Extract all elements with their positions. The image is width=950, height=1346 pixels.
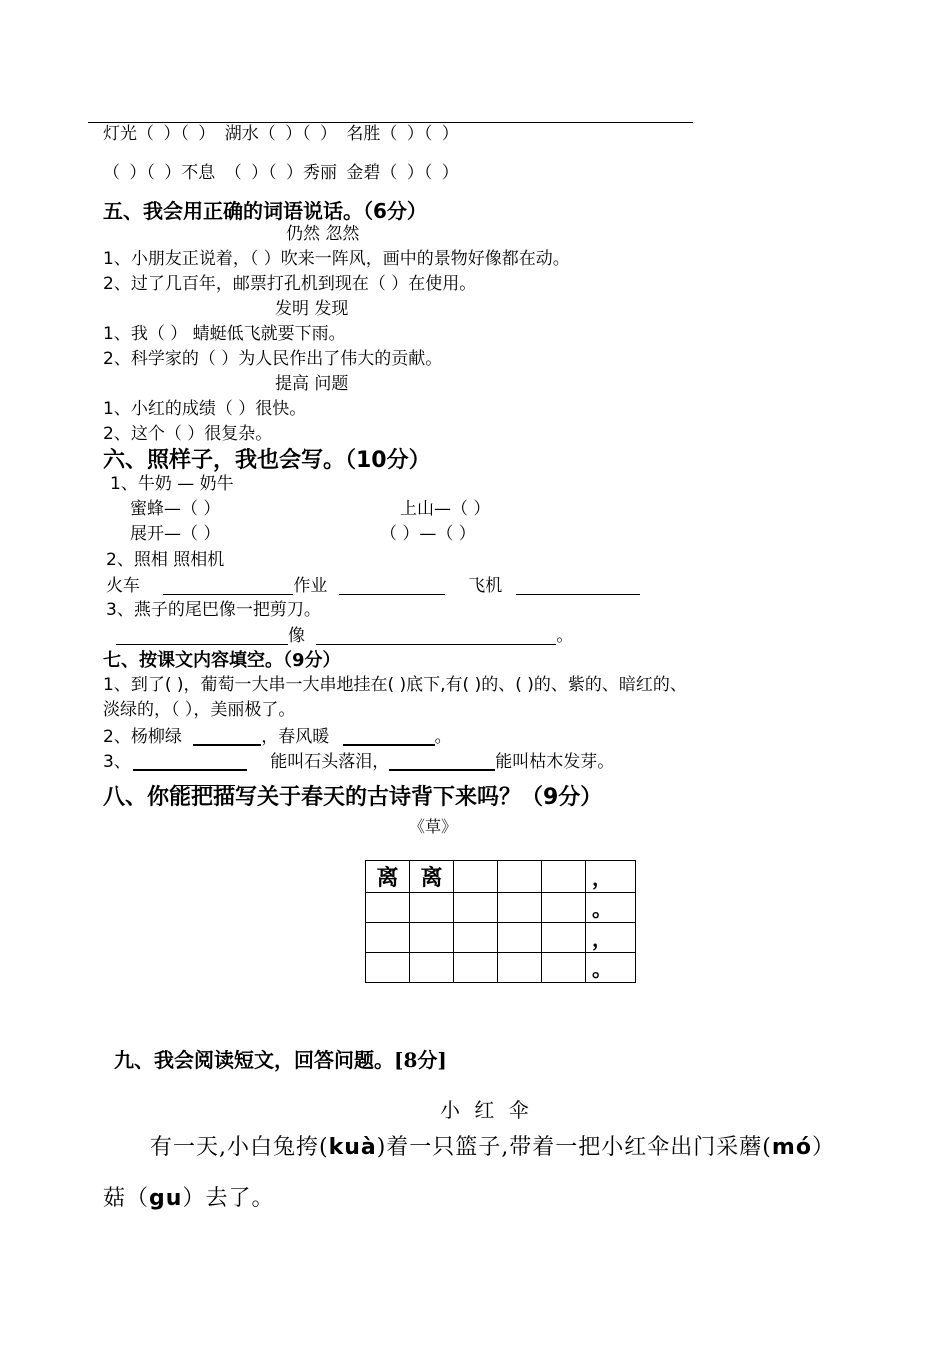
poem-punct-cell: ， [586, 861, 636, 893]
poem-cell[interactable] [542, 923, 586, 953]
word-fill-row-1: 灯光（ ）（ ） 湖水（ ）（ ） 名胜（ ）（ ） [103, 124, 459, 144]
poem-cell[interactable] [454, 953, 498, 983]
s6-blank-2[interactable] [339, 577, 445, 595]
poem-cell[interactable] [454, 893, 498, 923]
s6-word-1: 火车 [106, 576, 140, 596]
s7-blank-1[interactable] [193, 727, 261, 746]
story-paragraph-line-2 [103, 1188, 274, 1210]
s7-blank-2[interactable] [343, 727, 435, 746]
s5-sentence-2-1: 1、我（ ） 蜻蜓低飞就要下雨。 [103, 324, 346, 344]
poem-cell[interactable] [366, 893, 410, 923]
s7-line-3 [103, 727, 452, 746]
poem-row [366, 953, 636, 983]
s5-word-choices-2: 发明 发现 [275, 299, 349, 319]
story-text: ） [811, 1135, 835, 1160]
story-text: 菇（ [103, 1186, 150, 1211]
s6-item-a1: 蜜蜂—（ ） [130, 499, 221, 519]
s6-simile-row [116, 627, 573, 645]
pinyin-mo: mó [771, 1135, 812, 1160]
section-5-title: 五、我会用正确的词语说话。（6分） [103, 199, 427, 223]
section-6-title: 六、照样子，我也会写。（10分） [103, 448, 431, 473]
poem-punct-cell: 。 [586, 893, 636, 923]
poem-row [366, 893, 636, 923]
s7-line-4 [103, 752, 614, 771]
pinyin-gu: gu [149, 1186, 183, 1211]
s6-word-row [106, 577, 640, 595]
s6-blank-3[interactable] [516, 577, 640, 595]
poem-cell[interactable] [410, 893, 454, 923]
story-title: 小 红 伞 [440, 1098, 533, 1122]
s6-example-3: 3、燕子的尾巴像一把剪刀。 [106, 600, 321, 620]
pinyin-kua: kuà [328, 1135, 377, 1160]
poem-cell[interactable] [498, 953, 542, 983]
s7-blank-3[interactable] [133, 752, 247, 771]
s6-xiang: 像 [288, 626, 305, 646]
s5-word-choices-1: 仍然 忽然 [286, 224, 360, 244]
s7-line-4-a: 3、 [103, 752, 131, 772]
poem-punct-cell: ， [586, 923, 636, 953]
poem-grid [365, 860, 636, 983]
poem-cell[interactable]: 离 [410, 861, 454, 893]
s5-sentence-3-2: 2、这个（ ）很复杂。 [103, 424, 273, 444]
s6-example-1: 1、牛奶 — 奶牛 [110, 474, 234, 494]
s7-line-2: 淡绿的，（ ），美丽极了。 [103, 700, 296, 720]
poem-cell[interactable] [410, 923, 454, 953]
s5-word-choices-3: 提高 问题 [275, 374, 349, 394]
s6-word-2: 作业 [293, 576, 328, 596]
s6-blank-1[interactable] [163, 577, 293, 595]
poem-row [366, 923, 636, 953]
story-text: )着一只篮子,带着一把小红伞出门采蘑( [376, 1135, 772, 1160]
s7-line-4-c: 能叫枯木发芽。 [495, 752, 615, 772]
s5-sentence-1-1: 1、小朋友正说着，（ ）吹来一阵风，画中的景物好像都在动。 [103, 249, 570, 269]
section-8-title: 八、你能把描写关于春天的古诗背下来吗？（9分） [103, 785, 603, 810]
poem-cell[interactable] [498, 861, 542, 893]
s7-blank-4[interactable] [389, 752, 495, 771]
poem-cell[interactable] [366, 953, 410, 983]
s6-item-a2: 上山—（ ） [400, 499, 491, 519]
story-text: 有一天,小白兔挎( [150, 1135, 329, 1160]
s6-simile-blank-1[interactable] [116, 627, 288, 645]
s7-line-3-c: 。 [434, 727, 452, 747]
s5-sentence-3-1: 1、小红的成绩（ ）很快。 [103, 399, 307, 419]
s6-example-2: 2、照相 照相机 [106, 550, 225, 570]
s7-line-3-a: 2、杨柳绿 [103, 727, 182, 747]
story-text: ）去了。 [182, 1186, 275, 1211]
poem-row [366, 861, 636, 893]
s5-sentence-2-2: 2、科学家的（ ）为人民作出了伟大的贡献。 [103, 349, 443, 369]
top-rule [88, 122, 693, 123]
s6-item-b2: （ ）—（ ） [380, 524, 476, 544]
s6-word-3: 飞机 [468, 576, 503, 596]
s7-line-3-b: ，春风暖 [261, 727, 330, 747]
story-paragraph-line-1 [150, 1137, 835, 1159]
s7-line-1: 1、到了( )，葡萄一大串一大串地挂在( )底下,有( )的、( )的、紫的、暗红的、 [103, 675, 687, 695]
poem-cell[interactable] [542, 861, 586, 893]
poem-cell[interactable] [542, 953, 586, 983]
section-7-title: 七、按课文内容填空。（9分） [103, 650, 341, 671]
poem-cell[interactable] [454, 861, 498, 893]
s6-simile-blank-2[interactable] [316, 627, 556, 645]
poem-cell[interactable] [542, 893, 586, 923]
poem-cell[interactable] [366, 923, 410, 953]
s6-period: 。 [556, 626, 574, 646]
poem-cell[interactable] [410, 953, 454, 983]
poem-cell[interactable]: 离 [366, 861, 410, 893]
s6-item-b1: 展开—（ ） [130, 524, 221, 544]
poem-title: 《草》 [409, 817, 458, 836]
poem-punct-cell: 。 [586, 953, 636, 983]
s7-line-4-b: 能叫石头落泪， [270, 752, 390, 772]
poem-cell[interactable] [454, 923, 498, 953]
poem-cell[interactable] [498, 893, 542, 923]
section-9-title: 九、我会阅读短文，回答问题。[8分] [114, 1048, 447, 1072]
word-fill-row-2: （ ）（ ）不息 （ ）（ ）秀丽 金碧（ ）（ ） [103, 163, 459, 183]
s5-sentence-1-2: 2、过了几百年，邮票打孔机到现在（ ）在使用。 [103, 274, 477, 294]
poem-cell[interactable] [498, 923, 542, 953]
